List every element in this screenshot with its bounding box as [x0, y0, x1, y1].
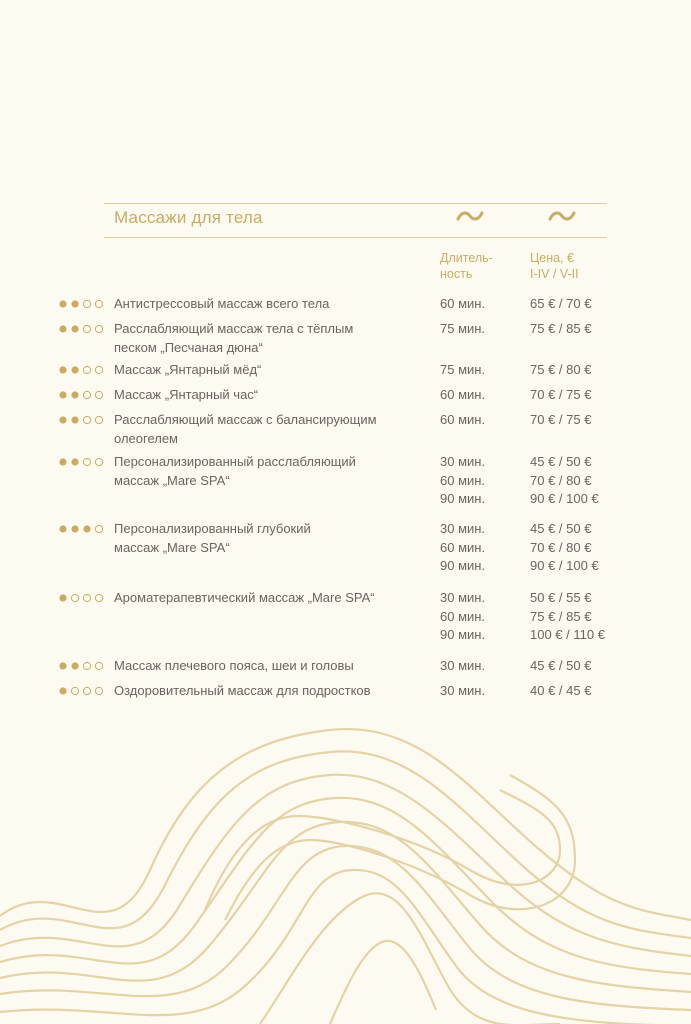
- filled-dot: [59, 300, 66, 307]
- duration-line: 90 мин.: [440, 558, 486, 573]
- empty-dot: [83, 458, 90, 465]
- massage-name: [114, 295, 414, 314]
- intensity-dots: [59, 324, 107, 334]
- massage-name-line: Персонализированный глубокий: [114, 521, 311, 536]
- price-line: 45 € / 50 €: [530, 521, 592, 536]
- massage-name-line: Расслабляющий массаж тела с тёплым: [114, 321, 354, 336]
- duration: [440, 682, 520, 701]
- duration: [440, 320, 520, 339]
- filled-dot: [59, 458, 66, 465]
- duration: [440, 411, 520, 430]
- filled-dot: [71, 662, 78, 669]
- filled-dot: [71, 458, 78, 465]
- massage-name: [114, 520, 414, 557]
- massage-name-line: массаж „Mare SPA“: [114, 539, 230, 555]
- price: [530, 657, 630, 676]
- duration-line: 60 мин.: [440, 472, 486, 488]
- duration-column-header: [440, 250, 493, 282]
- price: [530, 320, 630, 339]
- filled-dot: [59, 325, 66, 332]
- filled-dot: [71, 525, 78, 532]
- price-line: 90 € / 100 €: [530, 491, 599, 506]
- massage-name: [114, 320, 414, 357]
- empty-dot: [83, 325, 90, 332]
- duration: [440, 386, 520, 405]
- duration-line: 75 мин.: [440, 362, 486, 377]
- price: [530, 682, 630, 701]
- price-line: 70 € / 80 €: [530, 539, 592, 555]
- empty-dot: [95, 525, 102, 532]
- duration-line: 60 мин.: [440, 387, 486, 402]
- duration-line: 60 мин.: [440, 608, 486, 624]
- massage-name-line: Оздоровительный массаж для подростков: [114, 683, 371, 698]
- filled-dot: [71, 416, 78, 423]
- filled-dot: [59, 391, 66, 398]
- massage-name-line: Массаж „Янтарный час“: [114, 387, 259, 402]
- massage-name-line: олеогелем: [114, 430, 178, 446]
- price-line: 40 € / 45 €: [530, 683, 592, 698]
- intensity-dots: [59, 365, 107, 375]
- duration-header-line: Длитель-: [440, 251, 493, 265]
- duration: [440, 520, 520, 576]
- intensity-dots: [59, 415, 107, 425]
- empty-dot: [95, 325, 102, 332]
- empty-dot: [95, 662, 102, 669]
- price-line: 70 € / 80 €: [530, 472, 592, 488]
- intensity-dots: [59, 457, 107, 467]
- empty-dot: [83, 300, 90, 307]
- massage-name: [114, 657, 414, 676]
- empty-dot: [83, 416, 90, 423]
- price: [530, 453, 630, 509]
- price-column-header: [530, 250, 579, 282]
- filled-dot: [83, 525, 90, 532]
- duration-header-line: ность: [440, 267, 473, 281]
- duration-line: 30 мин.: [440, 658, 486, 673]
- filled-dot: [59, 525, 66, 532]
- intensity-dots: [59, 299, 107, 309]
- empty-dot: [83, 594, 90, 601]
- duration: [440, 295, 520, 314]
- empty-dot: [95, 594, 102, 601]
- empty-dot: [83, 391, 90, 398]
- duration-line: 30 мин.: [440, 683, 486, 698]
- massage-name-line: массаж „Mare SPA“: [114, 472, 230, 488]
- massage-name-line: Ароматерапевтический массаж „Mare SPA“: [114, 590, 375, 605]
- price-line: 70 € / 75 €: [530, 412, 592, 427]
- empty-dot: [83, 662, 90, 669]
- price-header-line: I-IV / V-II: [530, 267, 579, 281]
- empty-dot: [71, 594, 78, 601]
- price-line: 100 € / 110 €: [530, 627, 605, 642]
- decorative-wave-lines: [0, 720, 691, 1024]
- price: [530, 361, 630, 380]
- price-line: 45 € / 50 €: [530, 454, 592, 469]
- duration-line: 60 мин.: [440, 539, 486, 555]
- filled-dot: [59, 662, 66, 669]
- filled-dot: [71, 300, 78, 307]
- header-rule: [104, 237, 607, 238]
- massage-name: [114, 386, 414, 405]
- filled-dot: [59, 687, 66, 694]
- massage-name-line: Персонализированный расслабляющий: [114, 454, 356, 469]
- price-line: 90 € / 100 €: [530, 558, 599, 573]
- section-title: Массажи для тела: [114, 208, 263, 227]
- massage-name-line: песком „Песчаная дюна“: [114, 339, 263, 355]
- empty-dot: [95, 366, 102, 373]
- price-line: 75 € / 85 €: [530, 321, 592, 336]
- duration-line: 75 мин.: [440, 321, 486, 336]
- price: [530, 386, 630, 405]
- duration-line: 90 мин.: [440, 627, 486, 642]
- massage-name: [114, 589, 414, 608]
- duration: [440, 361, 520, 380]
- empty-dot: [95, 687, 102, 694]
- massage-name-line: Массаж „Янтарный мёд“: [114, 362, 262, 377]
- price: [530, 411, 630, 430]
- empty-dot: [95, 458, 102, 465]
- intensity-dots: [59, 524, 107, 534]
- price-line: 70 € / 75 €: [530, 387, 592, 402]
- duration: [440, 453, 520, 509]
- filled-dot: [71, 366, 78, 373]
- massage-name-line: Антистрессовый массаж всего тела: [114, 296, 330, 311]
- price-line: 75 € / 85 €: [530, 608, 592, 624]
- massage-name-line: Расслабляющий массаж с балансирующим: [114, 412, 377, 427]
- empty-dot: [95, 416, 102, 423]
- price: [530, 295, 630, 314]
- filled-dot: [59, 416, 66, 423]
- price: [530, 589, 630, 645]
- top-rule: [104, 203, 607, 204]
- filled-dot: [71, 391, 78, 398]
- empty-dot: [83, 687, 90, 694]
- empty-dot: [71, 687, 78, 694]
- intensity-dots: [59, 593, 107, 603]
- massage-name: [114, 411, 414, 448]
- massage-name-line: Массаж плечевого пояса, шеи и головы: [114, 658, 354, 673]
- filled-dot: [59, 366, 66, 373]
- tilde-ornament-price: [547, 204, 577, 228]
- filled-dot: [59, 594, 66, 601]
- intensity-dots: [59, 390, 107, 400]
- filled-dot: [71, 325, 78, 332]
- duration-line: 90 мин.: [440, 491, 486, 506]
- intensity-dots: [59, 661, 107, 671]
- tilde-ornament-duration: [455, 204, 485, 228]
- intensity-dots: [59, 686, 107, 696]
- price-line: 50 € / 55 €: [530, 590, 592, 605]
- duration-line: 30 мин.: [440, 521, 486, 536]
- empty-dot: [95, 391, 102, 398]
- duration-line: 60 мин.: [440, 296, 486, 311]
- empty-dot: [83, 366, 90, 373]
- duration-line: 60 мин.: [440, 412, 486, 427]
- massage-name: [114, 453, 414, 490]
- duration: [440, 589, 520, 645]
- empty-dot: [95, 300, 102, 307]
- massage-name: [114, 682, 414, 701]
- price: [530, 520, 630, 576]
- price-line: 45 € / 50 €: [530, 658, 592, 673]
- duration: [440, 657, 520, 676]
- duration-line: 30 мин.: [440, 454, 486, 469]
- massage-name: [114, 361, 414, 380]
- price-line: 75 € / 80 €: [530, 362, 592, 377]
- duration-line: 30 мин.: [440, 590, 486, 605]
- price-header-line: Цена, €: [530, 251, 574, 265]
- price-line: 65 € / 70 €: [530, 296, 592, 311]
